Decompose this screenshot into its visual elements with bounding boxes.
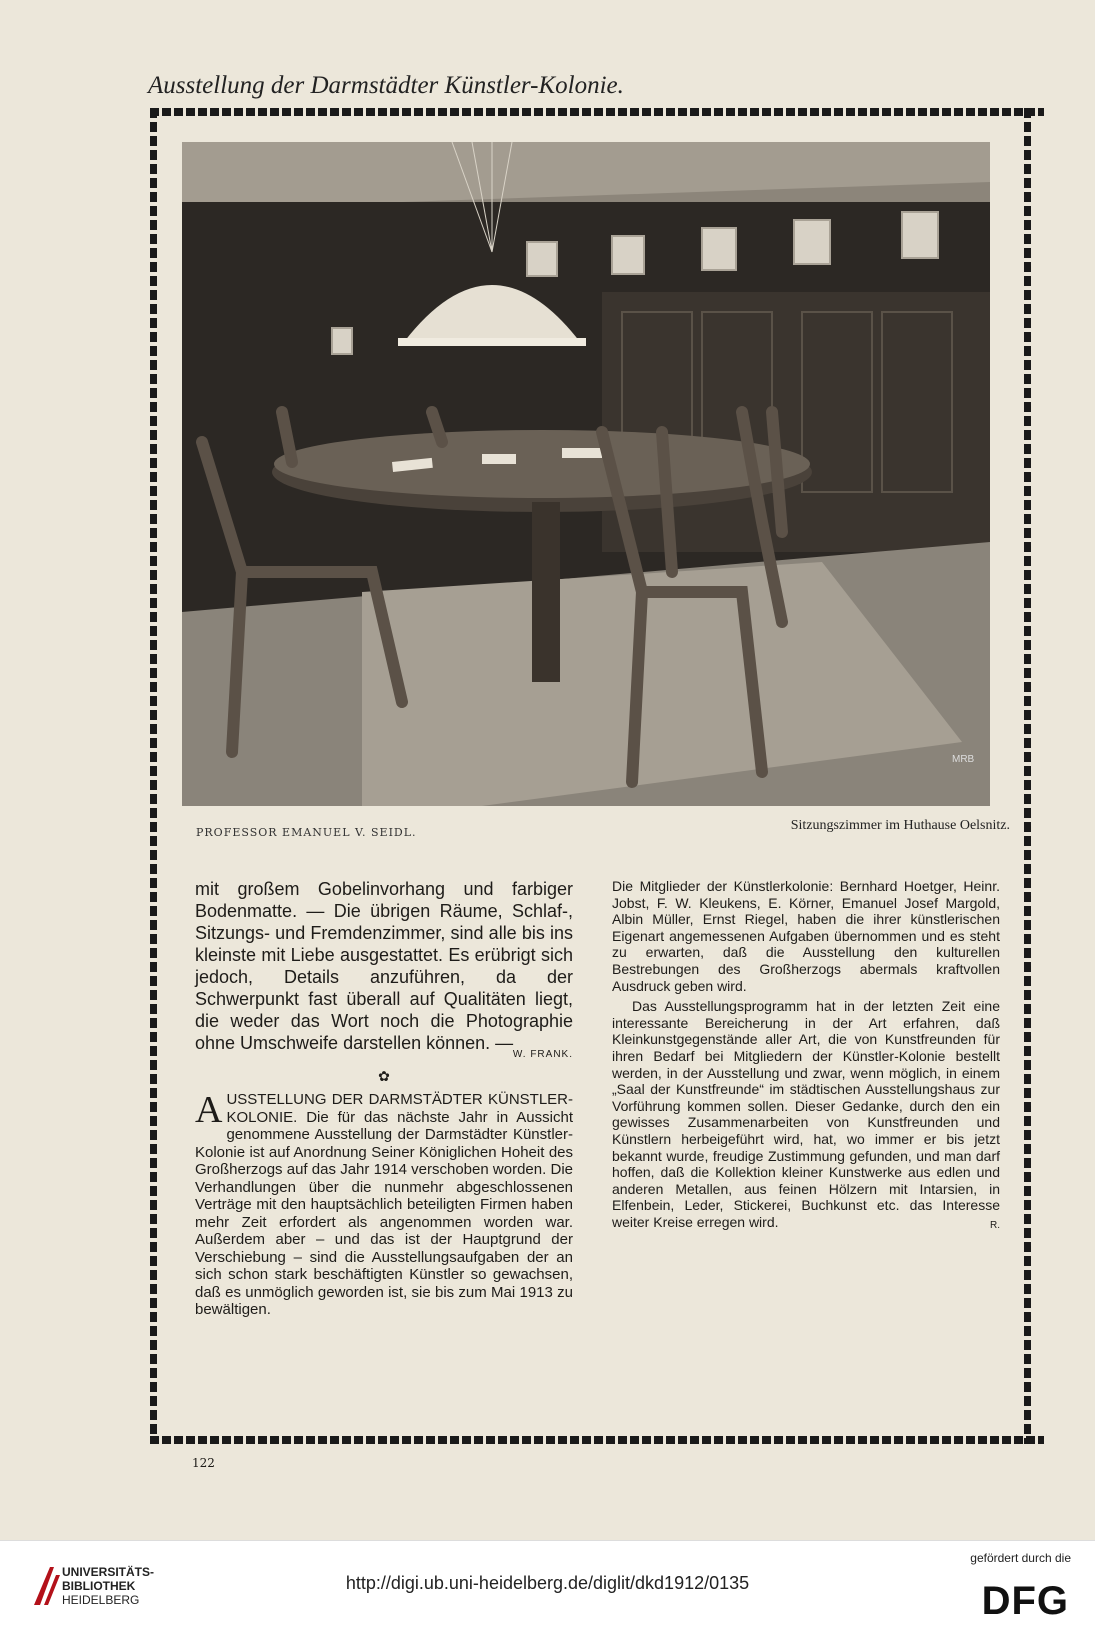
photo-caption: Sitzungszimmer im Huthause Oelsnitz.	[790, 818, 1010, 833]
program-paragraph: Das Ausstellungsprogramm hat in der letzten Zeit eine interessante Bereicherung in der Art erfahren, daß Kleinkunstgegenstände aller Art, die von Kunstfreunden für ihren Bedarf bei Mitgliedern der Künstler-Kolonie bestellt werden, in der Ausstellung und zwar, wenn möglich, in einem „Saal der Kunstfreunde“ im städtischen Ausstellungshaus zur Vorführung kommen sollen. Dieser Gedanke, durch den ein gewisses Zusammenarbeiten von Kunstfreunden und Künstlern herbeigeführt wird, hat, wo immer er bis jetzt bekannt wurde, freudige Zustimmung gefunden, und man darf hoffen, daß die Kollektion kleiner Kunstwerke aus edlen und anderen Metallen, aus feinen Hölzern mit Intarsien, in Elfenbein, Leder, Stickerei, Buchkunst etc. das Interesse weiter Kreise erregen wird.	[612, 998, 1000, 1230]
photo-credit: PROFESSOR EMANUEL V. SEIDL.	[196, 826, 417, 839]
border-top	[150, 108, 1044, 116]
right-column	[612, 878, 1000, 1235]
institution-line-3: HEIDELBERG	[62, 1593, 140, 1607]
viewer-footer	[0, 1540, 1095, 1629]
svg-text:MRB: MRB	[952, 754, 975, 765]
drop-cap: A	[195, 1089, 223, 1131]
article-headline: USSTELLUNG DER DARMSTÄDTER KÜNSTLER-KOLONIE.	[226, 1091, 573, 1126]
author-signature: W. FRANK.	[512, 1049, 573, 1060]
article-headline-block	[195, 1091, 573, 1319]
members-paragraph: Die Mitglieder der Künstlerkolonie: Bernhard Hoetger, Heinr. Jobst, F. W. Kleukens, E. Körner, Emanuel Josef Margold, Albin Müller, Ernst Riegel, haben die ihrer künstlerischen Eigenart angemessenen Aufgaben übernommen und es steht zu erwarten, daß die Ausstellung den kulturellen Bestrebungen des Großherzogs abermals kraftvollen Ausdruck geben wird.	[612, 878, 1000, 994]
funded-by-label: gefördert durch die	[970, 1551, 1071, 1565]
lead-paragraph: mit großem Gobelinvorhang und farbiger Bodenmatte. — Die übrigen Räume, Schlaf-, Sitzungs- und Fremdenzimmer, sind alle bis ins kleinste mit Liebe ausgestattet. Es erübrigt sich jedoch, Details anzuführen, da der Schwerpunkt fast überall auf Qualitäten liegt, die weder das Wort noch die Photographie ohne Umschweife darstellen können. —	[195, 879, 573, 1053]
left-column	[195, 878, 573, 1319]
room-photograph	[182, 142, 990, 806]
institution-line-2: BIBLIOTHEK	[62, 1579, 136, 1593]
institution-line-1: UNIVERSITÄTS-	[62, 1565, 155, 1579]
article-body: Die für das nächste Jahr in Aussicht genommene Ausstellung der Darmstädter Künstler-Kolonie ist auf Anordnung Seiner Königlichen Hoheit des Großherzogs auf das Jahr 1914 verschoben worden. Die Verhandlungen über die nunmehr abgeschlossenen Verträge mit den hauptsächlich beteiligten Firmen haben mehr Zeit erfordert als angenommen worden war. Außerdem aber – und das ist der Hauptgrund der Verschiebung – sind die Ausstellungsaufgaben der an sich schon stark beschäftigten Künstler so gewachsen, daß es unmöglich geworden ist, sie bis zum Mai 1913 zu bewältigen.	[195, 1108, 573, 1318]
author-initial: R.	[990, 1220, 1000, 1232]
page-number: 122	[192, 1456, 215, 1470]
source-url[interactable]: http://digi.ub.uni-heidelberg.de/diglit/dkd1912/0135	[345, 1573, 750, 1593]
running-header: Ausstellung der Darmstädter Künstler-Kolonie.	[148, 72, 624, 99]
photo-illustration	[182, 142, 990, 806]
dfg-logo: DFG	[981, 1579, 1069, 1623]
border-right	[1024, 108, 1031, 1444]
border-left	[150, 108, 157, 1444]
border-bottom	[150, 1436, 1044, 1444]
ornament-icon: ✿	[378, 1067, 390, 1084]
